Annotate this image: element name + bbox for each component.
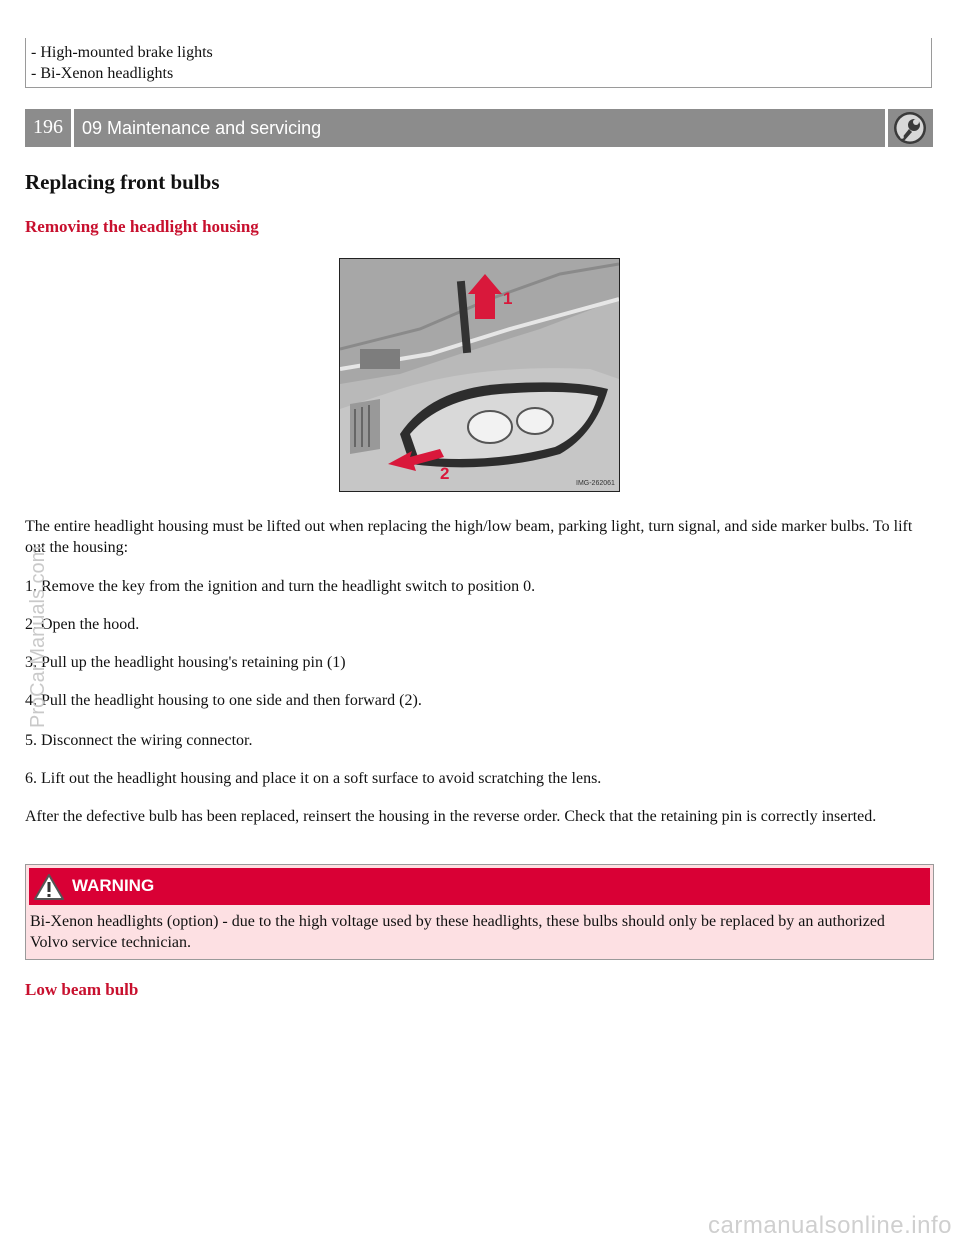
warning-title: WARNING [72,876,155,895]
callout-2: 2 [440,464,450,483]
step-4: 4. Pull the headlight housing to one side and then forward (2). [25,692,422,709]
chapter-title: 09 Maintenance and servicing [74,109,885,147]
step-5: 5. Disconnect the wiring connector. [25,732,253,749]
headlight-illustration [339,258,620,492]
section-heading-removing-housing: Removing the headlight housing [25,217,259,236]
list-line: - Bi-Xenon headlights [31,65,174,82]
continued-list-box [25,38,932,88]
side-watermark [26,470,50,730]
list-line: - High-mounted brake lights [31,44,213,61]
callout-1: 1 [503,289,513,308]
step-2: 2. Open the hood. [25,616,140,633]
image-id-label: IMG-262061 [576,480,615,487]
footer-watermark: carmanualsonline.info [708,1212,952,1239]
page-number: 196 [25,109,71,147]
svg-text:ProCarManuals.com: ProCarManuals.com [27,545,49,728]
step-3: 3. Pull up the headlight housing's retaining pin (1) [25,654,346,671]
after-paragraph: After the defective bulb has been replaced, reinsert the housing in the reverse order. Check that the retaining pin is correctly inserted. [25,808,877,825]
step-1: 1. Remove the key from the ignition and turn the headlight switch to position 0. [25,578,536,595]
page-title: Replacing front bulbs [25,170,220,194]
warning-header [29,868,930,905]
chapter-header [25,109,933,147]
step-6: 6. Lift out the headlight housing and place it on a soft surface to avoid scratching the lens. [25,770,602,787]
wrench-icon [888,109,933,147]
section-heading-low-beam: Low beam bulb [25,980,139,999]
warning-text: Bi-Xenon headlights (option) - due to the high voltage used by these headlights, these bulbs should only be replaced by an authorized Volvo service technician. [30,913,885,951]
intro-paragraph: The entire headlight housing must be lifted out when replacing the high/low beam, parking light, turn signal, and side marker bulbs. To lift out the housing: [25,518,913,556]
warning-box [25,864,934,960]
warning-triangle-icon [33,873,65,901]
